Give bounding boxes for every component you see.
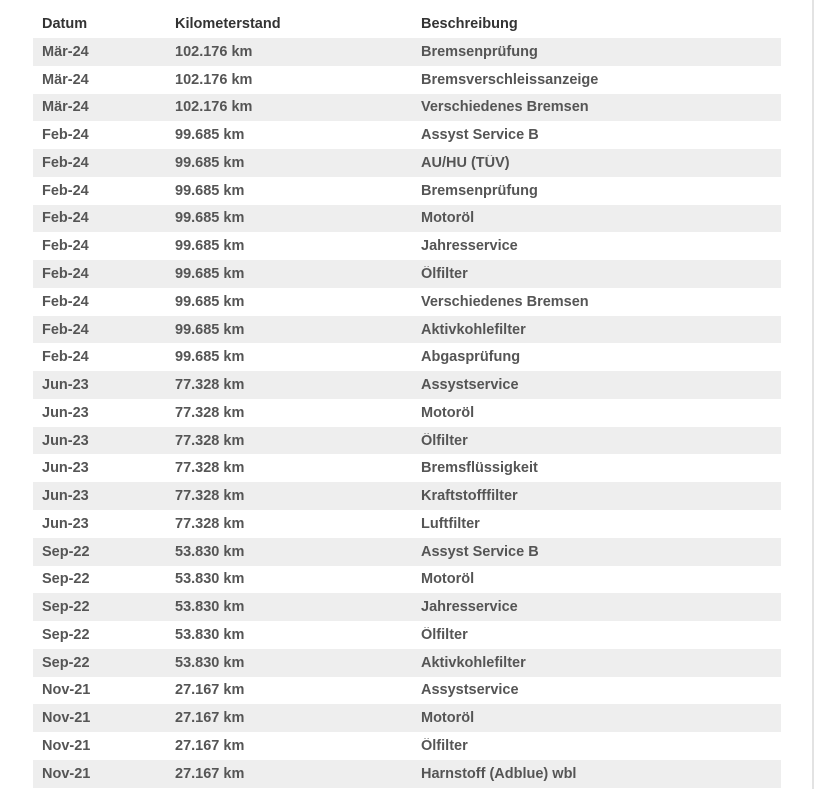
cell-date: Sep-22 bbox=[42, 543, 90, 560]
cell-beschreibung: Assyst Service B bbox=[421, 543, 539, 560]
cell-kilometerstand: 53.830 km bbox=[175, 543, 245, 560]
table-row bbox=[33, 149, 781, 177]
table-row bbox=[33, 288, 781, 316]
cell-beschreibung: Ölfilter bbox=[421, 626, 468, 643]
service-history-table bbox=[33, 10, 781, 788]
cell-beschreibung: Luftfilter bbox=[421, 515, 480, 532]
cell-beschreibung: Motoröl bbox=[421, 710, 475, 727]
header-kilometerstand: Kilometerstand bbox=[175, 16, 281, 32]
cell-beschreibung: AU/HU (TÜV) bbox=[421, 154, 510, 171]
table-row bbox=[33, 38, 781, 66]
cell-date: Nov-21 bbox=[42, 710, 91, 727]
cell-kilometerstand: 99.685 km bbox=[175, 127, 245, 144]
cell-kilometerstand: 102.176 km bbox=[175, 99, 253, 116]
table-row bbox=[33, 343, 781, 371]
table-row bbox=[33, 482, 781, 510]
cell-beschreibung: Bremsenprüfung bbox=[421, 43, 538, 60]
table-row bbox=[33, 427, 781, 455]
cell-beschreibung: Abgasprüfung bbox=[421, 349, 521, 366]
cell-date: Jun-23 bbox=[42, 377, 89, 394]
cell-kilometerstand: 99.685 km bbox=[175, 154, 245, 171]
cell-kilometerstand: 99.685 km bbox=[175, 182, 245, 199]
cell-kilometerstand: 53.830 km bbox=[175, 654, 245, 671]
cell-kilometerstand: 99.685 km bbox=[175, 210, 245, 227]
cell-beschreibung: Motoröl bbox=[421, 404, 475, 421]
cell-date: Mär-24 bbox=[42, 99, 89, 116]
cell-date: Feb-24 bbox=[42, 293, 89, 310]
cell-date: Jun-23 bbox=[42, 515, 89, 532]
cell-kilometerstand: 27.167 km bbox=[175, 765, 245, 782]
cell-beschreibung: Ölfilter bbox=[421, 738, 468, 755]
cell-date: Jun-23 bbox=[42, 460, 89, 477]
cell-date: Feb-24 bbox=[42, 210, 89, 227]
cell-beschreibung: Harnstoff (Adblue) wbl bbox=[421, 765, 577, 782]
cell-kilometerstand: 27.167 km bbox=[175, 710, 245, 727]
table-row bbox=[33, 177, 781, 205]
cell-kilometerstand: 99.685 km bbox=[175, 349, 245, 366]
cell-date: Mär-24 bbox=[42, 71, 89, 88]
table-body bbox=[33, 38, 781, 788]
cell-date: Sep-22 bbox=[42, 654, 90, 671]
cell-kilometerstand: 53.830 km bbox=[175, 571, 245, 588]
cell-beschreibung: Motoröl bbox=[421, 571, 475, 588]
cell-date: Nov-21 bbox=[42, 738, 91, 755]
cell-date: Jun-23 bbox=[42, 432, 89, 449]
cell-beschreibung: Bremsflüssigkeit bbox=[421, 460, 538, 477]
cell-kilometerstand: 99.685 km bbox=[175, 266, 245, 282]
table-header bbox=[33, 10, 781, 38]
cell-date: Jun-23 bbox=[42, 488, 89, 505]
table-row bbox=[33, 66, 781, 94]
cell-beschreibung: Ölfilter bbox=[421, 266, 468, 282]
cell-kilometerstand: 53.830 km bbox=[175, 626, 245, 643]
table-row bbox=[33, 316, 781, 344]
cell-beschreibung: Jahresservice bbox=[421, 599, 518, 616]
table-row bbox=[33, 510, 781, 538]
cell-beschreibung: Motoröl bbox=[421, 210, 475, 227]
cell-beschreibung: Aktivkohlefilter bbox=[421, 654, 526, 671]
cell-beschreibung: Bremsenprüfung bbox=[421, 182, 538, 199]
cell-beschreibung: Ölfilter bbox=[421, 432, 468, 449]
cell-date: Feb-24 bbox=[42, 321, 89, 338]
cell-date: Feb-24 bbox=[42, 349, 89, 366]
header-datum: Datum bbox=[42, 16, 88, 32]
cell-kilometerstand: 99.685 km bbox=[175, 293, 245, 310]
cell-kilometerstand: 99.685 km bbox=[175, 238, 245, 255]
cell-kilometerstand: 77.328 km bbox=[175, 404, 245, 421]
cell-beschreibung: Assystservice bbox=[421, 682, 519, 699]
scrollbar-track[interactable] bbox=[812, 0, 814, 789]
cell-kilometerstand: 27.167 km bbox=[175, 682, 245, 699]
cell-kilometerstand: 102.176 km bbox=[175, 43, 253, 60]
header-beschreibung: Beschreibung bbox=[421, 16, 518, 32]
table-row bbox=[33, 732, 781, 760]
cell-kilometerstand: 77.328 km bbox=[175, 432, 245, 449]
cell-date: Sep-22 bbox=[42, 571, 90, 588]
cell-date: Sep-22 bbox=[42, 626, 90, 643]
cell-date: Feb-24 bbox=[42, 266, 89, 282]
cell-kilometerstand: 99.685 km bbox=[175, 321, 245, 338]
table-row bbox=[33, 260, 781, 288]
table-row bbox=[33, 205, 781, 233]
table-row bbox=[33, 704, 781, 732]
cell-date: Sep-22 bbox=[42, 599, 90, 616]
table-row bbox=[33, 538, 781, 566]
cell-kilometerstand: 102.176 km bbox=[175, 71, 253, 88]
table-row bbox=[33, 121, 781, 149]
cell-date: Nov-21 bbox=[42, 765, 91, 782]
cell-date: Feb-24 bbox=[42, 182, 89, 199]
cell-date: Feb-24 bbox=[42, 154, 89, 171]
cell-date: Jun-23 bbox=[42, 404, 89, 421]
cell-beschreibung: Assystservice bbox=[421, 377, 519, 394]
table-row bbox=[33, 677, 781, 705]
cell-beschreibung: Assyst Service B bbox=[421, 127, 539, 144]
table-row bbox=[33, 399, 781, 427]
cell-date: Mär-24 bbox=[42, 43, 89, 60]
table-row bbox=[33, 232, 781, 260]
cell-beschreibung: Jahresservice bbox=[421, 238, 518, 255]
table-row bbox=[33, 566, 781, 594]
cell-beschreibung: Bremsverschleissanzeige bbox=[421, 71, 599, 88]
cell-date: Feb-24 bbox=[42, 127, 89, 144]
table-row bbox=[33, 621, 781, 649]
cell-beschreibung: Verschiedenes Bremsen bbox=[421, 99, 589, 116]
table-row bbox=[33, 94, 781, 122]
cell-date: Feb-24 bbox=[42, 238, 89, 255]
table-row bbox=[33, 371, 781, 399]
cell-kilometerstand: 77.328 km bbox=[175, 515, 245, 532]
cell-beschreibung: Aktivkohlefilter bbox=[421, 321, 526, 338]
cell-date: Nov-21 bbox=[42, 682, 91, 699]
cell-kilometerstand: 77.328 km bbox=[175, 488, 245, 505]
table-row bbox=[33, 649, 781, 677]
table-row bbox=[33, 760, 781, 788]
table-row bbox=[33, 454, 781, 482]
table-row bbox=[33, 593, 781, 621]
cell-kilometerstand: 53.830 km bbox=[175, 599, 245, 616]
cell-kilometerstand: 27.167 km bbox=[175, 738, 245, 755]
cell-kilometerstand: 77.328 km bbox=[175, 460, 245, 477]
cell-beschreibung: Kraftstofffilter bbox=[421, 488, 518, 505]
cell-beschreibung: Verschiedenes Bremsen bbox=[421, 293, 589, 310]
cell-kilometerstand: 77.328 km bbox=[175, 377, 245, 394]
